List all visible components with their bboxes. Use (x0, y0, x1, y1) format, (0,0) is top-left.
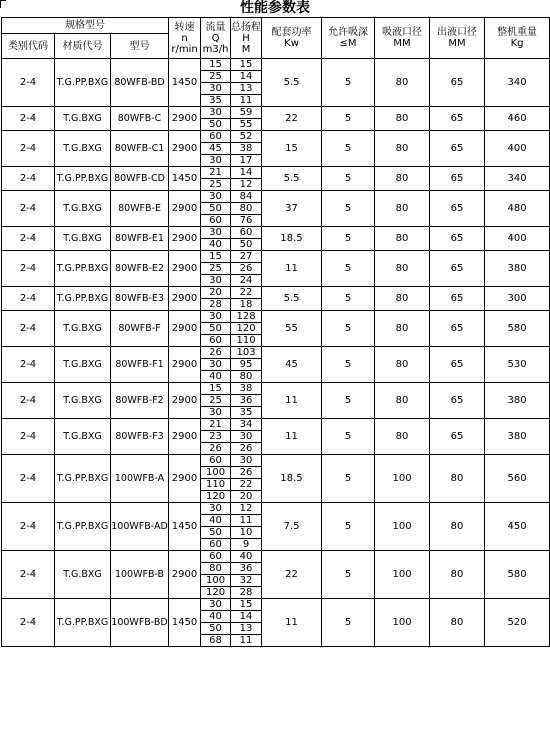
flow-cell: 50 (201, 527, 231, 539)
head-cell: 50 (231, 239, 262, 251)
flow-cell: 35 (201, 95, 231, 107)
weight-cell: 520 (485, 599, 550, 647)
model-header: 型号 (111, 34, 169, 59)
inlet-header-line: MM (393, 38, 411, 49)
weight-cell: 340 (485, 59, 550, 107)
suction-depth-cell: 5 (322, 59, 375, 107)
flow-cell: 40 (201, 515, 231, 527)
suction-depth-cell: 5 (322, 131, 375, 167)
power-header-line: Kw (284, 38, 299, 49)
head-cell: 32 (231, 575, 262, 587)
speed-header-line: r/min (171, 43, 198, 55)
material-code-cell: T.G.BXG (55, 227, 111, 251)
suction-depth-cell: 5 (322, 311, 375, 347)
category-code-cell: 2-4 (2, 551, 55, 599)
outlet-cell: 65 (430, 107, 485, 131)
material-code-cell: T.G.BXG (55, 191, 111, 227)
outlet-cell: 65 (430, 347, 485, 383)
speed-cell: 2900 (169, 107, 201, 131)
head-cell: 52 (231, 131, 262, 143)
header-row-1 (2, 18, 550, 34)
flow-cell: 25 (201, 395, 231, 407)
flow-cell: 15 (201, 383, 231, 395)
head-cell: 17 (231, 155, 262, 167)
material-code-header: 材质代号 (55, 34, 111, 59)
model-cell: 80WFB-E3 (111, 287, 169, 311)
power-cell: 18.5 (262, 455, 322, 503)
category-code-cell: 2-4 (2, 131, 55, 167)
head-cell: 22 (231, 287, 262, 299)
spec-group-header: 规格型号 (2, 18, 169, 34)
page-title: 性能参数表 (240, 0, 310, 16)
speed-cell: 2900 (169, 251, 201, 287)
flow-cell: 30 (201, 191, 231, 203)
speed-cell: 1450 (169, 503, 201, 551)
flow-cell: 45 (201, 143, 231, 155)
speed-cell: 2900 (169, 191, 201, 227)
suction-depth-cell: 5 (322, 503, 375, 551)
category-code-cell: 2-4 (2, 419, 55, 455)
outlet-cell: 80 (430, 599, 485, 647)
model-cell: 80WFB-F (111, 311, 169, 347)
head-cell: 55 (231, 119, 262, 131)
speed-header (169, 18, 201, 59)
model-cell: 80WFB-E (111, 191, 169, 227)
flow-cell: 120 (201, 587, 231, 599)
head-cell: 27 (231, 251, 262, 263)
model-cell: 100WFB-AD (111, 503, 169, 551)
weight-cell: 580 (485, 551, 550, 599)
category-code-cell: 2-4 (2, 383, 55, 419)
material-code-cell: T.G.PP.BXG (55, 503, 111, 551)
weight-header (485, 18, 550, 59)
flow-cell: 60 (201, 215, 231, 227)
weight-cell: 380 (485, 251, 550, 287)
suction-depth-cell: 5 (322, 251, 375, 287)
material-code-cell: T.G.BXG (55, 419, 111, 455)
outlet-header (430, 18, 485, 59)
model-cell: 80WFB-CD (111, 167, 169, 191)
power-cell: 11 (262, 419, 322, 455)
table-row (2, 599, 550, 611)
material-code-cell: T.G.BXG (55, 347, 111, 383)
model-cell: 80WFB-E2 (111, 251, 169, 287)
weight-cell: 480 (485, 191, 550, 227)
material-code-cell: T.G.PP.BXG (55, 599, 111, 647)
weight-cell: 450 (485, 503, 550, 551)
flow-cell: 40 (201, 239, 231, 251)
suction-depth-cell: 5 (322, 107, 375, 131)
head-cell: 38 (231, 143, 262, 155)
head-cell: 128 (231, 311, 262, 323)
power-cell: 15 (262, 131, 322, 167)
weight-cell: 400 (485, 131, 550, 167)
category-code-header: 类别代码 (2, 34, 55, 59)
weight-cell: 300 (485, 287, 550, 311)
power-cell: 55 (262, 311, 322, 347)
table-row (2, 551, 550, 563)
flow-cell: 30 (201, 599, 231, 611)
flow-cell: 30 (201, 311, 231, 323)
power-header-line: 配套功率 (271, 27, 312, 38)
head-header-line: H (242, 32, 250, 44)
speed-cell: 2900 (169, 311, 201, 347)
weight-cell: 340 (485, 167, 550, 191)
outlet-cell: 65 (430, 191, 485, 227)
inlet-cell: 80 (375, 347, 430, 383)
head-cell: 80 (231, 371, 262, 383)
category-code-cell: 2-4 (2, 599, 55, 647)
head-cell: 12 (231, 503, 262, 515)
flow-cell: 30 (201, 359, 231, 371)
table-row (2, 59, 550, 71)
material-code-cell: T.G.BXG (55, 551, 111, 599)
flow-cell: 60 (201, 335, 231, 347)
inlet-header (375, 18, 430, 59)
material-code-cell: T.G.BXG (55, 107, 111, 131)
suction-depth-cell: 5 (322, 227, 375, 251)
power-cell: 11 (262, 251, 322, 287)
head-cell: 13 (231, 83, 262, 95)
model-cell: 80WFB-C1 (111, 131, 169, 167)
table-row (2, 131, 550, 143)
head-cell: 59 (231, 107, 262, 119)
inlet-cell: 80 (375, 167, 430, 191)
model-cell: 80WFB-BD (111, 59, 169, 107)
category-code-cell: 2-4 (2, 59, 55, 107)
head-cell: 36 (231, 395, 262, 407)
head-cell: 15 (231, 59, 262, 71)
speed-header-line: n (181, 32, 188, 44)
flow-cell: 21 (201, 419, 231, 431)
flow-cell: 110 (201, 479, 231, 491)
flow-cell: 100 (201, 467, 231, 479)
speed-cell: 2900 (169, 131, 201, 167)
head-cell: 26 (231, 443, 262, 455)
inlet-cell: 80 (375, 287, 430, 311)
outlet-cell: 65 (430, 167, 485, 191)
inlet-cell: 80 (375, 383, 430, 419)
weight-cell: 380 (485, 383, 550, 419)
speed-cell: 2900 (169, 551, 201, 599)
material-code-cell: T.G.PP.BXG (55, 59, 111, 107)
head-cell: 9 (231, 539, 262, 551)
flow-cell: 15 (201, 251, 231, 263)
outlet-cell: 80 (430, 455, 485, 503)
head-cell: 13 (231, 623, 262, 635)
head-cell: 120 (231, 323, 262, 335)
table-header (2, 18, 550, 59)
head-cell: 22 (231, 479, 262, 491)
table-row (2, 251, 550, 263)
weight-cell: 380 (485, 419, 550, 455)
performance-table (1, 17, 550, 647)
speed-cell: 2900 (169, 419, 201, 455)
model-cell: 80WFB-F3 (111, 419, 169, 455)
head-cell: 11 (231, 95, 262, 107)
inlet-cell: 100 (375, 599, 430, 647)
flow-cell: 30 (201, 275, 231, 287)
power-cell: 5.5 (262, 167, 322, 191)
outlet-header-line: MM (448, 38, 466, 49)
inlet-cell: 80 (375, 251, 430, 287)
outlet-cell: 80 (430, 503, 485, 551)
head-cell: 28 (231, 587, 262, 599)
flow-cell: 40 (201, 371, 231, 383)
power-cell: 5.5 (262, 287, 322, 311)
table-body (2, 59, 550, 647)
outlet-cell: 65 (430, 311, 485, 347)
flow-cell: 23 (201, 431, 231, 443)
speed-header-line: 转速 (174, 21, 195, 33)
table-row (2, 167, 550, 179)
speed-cell: 1450 (169, 59, 201, 107)
table-row (2, 287, 550, 299)
speed-cell: 2900 (169, 347, 201, 383)
flow-cell: 26 (201, 347, 231, 359)
head-cell: 95 (231, 359, 262, 371)
category-code-cell: 2-4 (2, 107, 55, 131)
material-code-cell: T.G.PP.BXG (55, 287, 111, 311)
head-cell: 34 (231, 419, 262, 431)
flow-cell: 60 (201, 539, 231, 551)
weight-cell: 530 (485, 347, 550, 383)
head-cell: 30 (231, 455, 262, 467)
speed-cell: 2900 (169, 383, 201, 419)
weight-cell: 560 (485, 455, 550, 503)
head-cell: 24 (231, 275, 262, 287)
power-cell: 37 (262, 191, 322, 227)
inlet-cell: 100 (375, 455, 430, 503)
table-row (2, 107, 550, 119)
outlet-cell: 65 (430, 227, 485, 251)
head-cell: 38 (231, 383, 262, 395)
head-cell: 40 (231, 551, 262, 563)
outlet-cell: 65 (430, 419, 485, 455)
inlet-cell: 80 (375, 311, 430, 347)
table-row (2, 503, 550, 515)
suction-depth-cell: 5 (322, 383, 375, 419)
flow-cell: 30 (201, 503, 231, 515)
flow-cell: 50 (201, 203, 231, 215)
speed-cell: 2900 (169, 455, 201, 503)
head-cell: 84 (231, 191, 262, 203)
flow-header-line: Q (211, 32, 220, 44)
material-code-cell: T.G.PP.BXG (55, 167, 111, 191)
suction-depth-header-line: ≤M (339, 38, 357, 49)
flow-cell: 30 (201, 227, 231, 239)
outlet-cell: 65 (430, 131, 485, 167)
head-cell: 30 (231, 431, 262, 443)
material-code-cell: T.G.BXG (55, 311, 111, 347)
power-cell: 7.5 (262, 503, 322, 551)
inlet-cell: 80 (375, 107, 430, 131)
flow-cell: 50 (201, 323, 231, 335)
material-code-cell: T.G.PP.BXG (55, 455, 111, 503)
power-header (262, 18, 322, 59)
flow-cell: 60 (201, 131, 231, 143)
head-cell: 11 (231, 515, 262, 527)
head-header-line: M (241, 43, 251, 55)
flow-cell: 30 (201, 83, 231, 95)
flow-cell: 28 (201, 299, 231, 311)
flow-cell: 30 (201, 407, 231, 419)
material-code-cell: T.G.BXG (55, 131, 111, 167)
suction-depth-cell: 5 (322, 191, 375, 227)
inlet-cell: 80 (375, 131, 430, 167)
flow-cell: 100 (201, 575, 231, 587)
power-cell: 18.5 (262, 227, 322, 251)
table-row (2, 227, 550, 239)
flow-header-line: 流量 (205, 21, 226, 33)
flow-cell: 25 (201, 71, 231, 83)
head-cell: 14 (231, 167, 262, 179)
head-cell: 60 (231, 227, 262, 239)
flow-cell: 25 (201, 263, 231, 275)
inlet-cell: 100 (375, 551, 430, 599)
material-code-cell: T.G.PP.BXG (55, 251, 111, 287)
head-cell: 20 (231, 491, 262, 503)
power-cell: 5.5 (262, 59, 322, 107)
flow-cell: 30 (201, 155, 231, 167)
category-code-cell: 2-4 (2, 167, 55, 191)
suction-depth-header-line: 允许吸深 (328, 27, 369, 38)
head-cell: 10 (231, 527, 262, 539)
power-cell: 22 (262, 107, 322, 131)
flow-cell: 26 (201, 443, 231, 455)
model-cell: 100WFB-B (111, 551, 169, 599)
inlet-header-line: 吸液口径 (382, 27, 423, 38)
power-cell: 11 (262, 599, 322, 647)
flow-cell: 25 (201, 179, 231, 191)
category-code-cell: 2-4 (2, 287, 55, 311)
weight-cell: 460 (485, 107, 550, 131)
suction-depth-header (322, 18, 375, 59)
flow-cell: 21 (201, 167, 231, 179)
speed-cell: 2900 (169, 227, 201, 251)
flow-header-line: m3/h (202, 43, 229, 55)
head-cell: 35 (231, 407, 262, 419)
flow-cell: 50 (201, 119, 231, 131)
outlet-cell: 65 (430, 251, 485, 287)
category-code-cell: 2-4 (2, 503, 55, 551)
flow-cell: 40 (201, 611, 231, 623)
head-cell: 36 (231, 563, 262, 575)
model-cell: 80WFB-F2 (111, 383, 169, 419)
head-cell: 80 (231, 203, 262, 215)
flow-header (201, 18, 231, 59)
outlet-cell: 65 (430, 287, 485, 311)
table-row (2, 311, 550, 323)
inlet-cell: 80 (375, 227, 430, 251)
model-cell: 100WFB-BD (111, 599, 169, 647)
suction-depth-cell: 5 (322, 551, 375, 599)
head-cell: 110 (231, 335, 262, 347)
suction-depth-cell: 5 (322, 167, 375, 191)
head-cell: 12 (231, 179, 262, 191)
flow-cell: 30 (201, 107, 231, 119)
category-code-cell: 2-4 (2, 191, 55, 227)
head-cell: 18 (231, 299, 262, 311)
outlet-cell: 65 (430, 383, 485, 419)
flow-cell: 60 (201, 455, 231, 467)
head-header (231, 18, 262, 59)
outlet-cell: 80 (430, 551, 485, 599)
table-row (2, 455, 550, 467)
inlet-cell: 80 (375, 191, 430, 227)
outlet-cell: 65 (430, 59, 485, 107)
flow-cell: 68 (201, 635, 231, 647)
model-cell: 80WFB-F1 (111, 347, 169, 383)
head-cell: 103 (231, 347, 262, 359)
head-cell: 26 (231, 263, 262, 275)
category-code-cell: 2-4 (2, 347, 55, 383)
table-row (2, 347, 550, 359)
head-cell: 11 (231, 635, 262, 647)
table-row (2, 191, 550, 203)
power-cell: 45 (262, 347, 322, 383)
flow-cell: 60 (201, 551, 231, 563)
inlet-cell: 80 (375, 59, 430, 107)
head-cell: 26 (231, 467, 262, 479)
speed-cell: 1450 (169, 599, 201, 647)
inlet-cell: 80 (375, 419, 430, 455)
category-code-cell: 2-4 (2, 311, 55, 347)
table-row (2, 383, 550, 395)
head-cell: 76 (231, 215, 262, 227)
flow-cell: 50 (201, 623, 231, 635)
model-cell: 80WFB-E1 (111, 227, 169, 251)
suction-depth-cell: 5 (322, 599, 375, 647)
speed-cell: 1450 (169, 167, 201, 191)
suction-depth-cell: 5 (322, 287, 375, 311)
category-code-cell: 2-4 (2, 227, 55, 251)
category-code-cell: 2-4 (2, 251, 55, 287)
table-row (2, 419, 550, 431)
head-cell: 14 (231, 611, 262, 623)
head-header-line: 总扬程 (231, 21, 262, 33)
head-cell: 15 (231, 599, 262, 611)
outlet-header-line: 出液口径 (437, 27, 478, 38)
suction-depth-cell: 5 (322, 347, 375, 383)
category-code-cell: 2-4 (2, 455, 55, 503)
flow-cell: 20 (201, 287, 231, 299)
suction-depth-cell: 5 (322, 455, 375, 503)
weight-cell: 580 (485, 311, 550, 347)
power-cell: 22 (262, 551, 322, 599)
head-cell: 14 (231, 71, 262, 83)
suction-depth-cell: 5 (322, 419, 375, 455)
flow-cell: 120 (201, 491, 231, 503)
flow-cell: 15 (201, 59, 231, 71)
model-cell: 80WFB-C (111, 107, 169, 131)
power-cell: 11 (262, 383, 322, 419)
inlet-cell: 100 (375, 503, 430, 551)
model-cell: 100WFB-A (111, 455, 169, 503)
speed-cell: 2900 (169, 287, 201, 311)
flow-cell: 80 (201, 563, 231, 575)
weight-cell: 400 (485, 227, 550, 251)
weight-header-line: 整机重量 (497, 27, 538, 38)
material-code-cell: T.G.BXG (55, 383, 111, 419)
weight-header-line: Kg (510, 38, 524, 49)
